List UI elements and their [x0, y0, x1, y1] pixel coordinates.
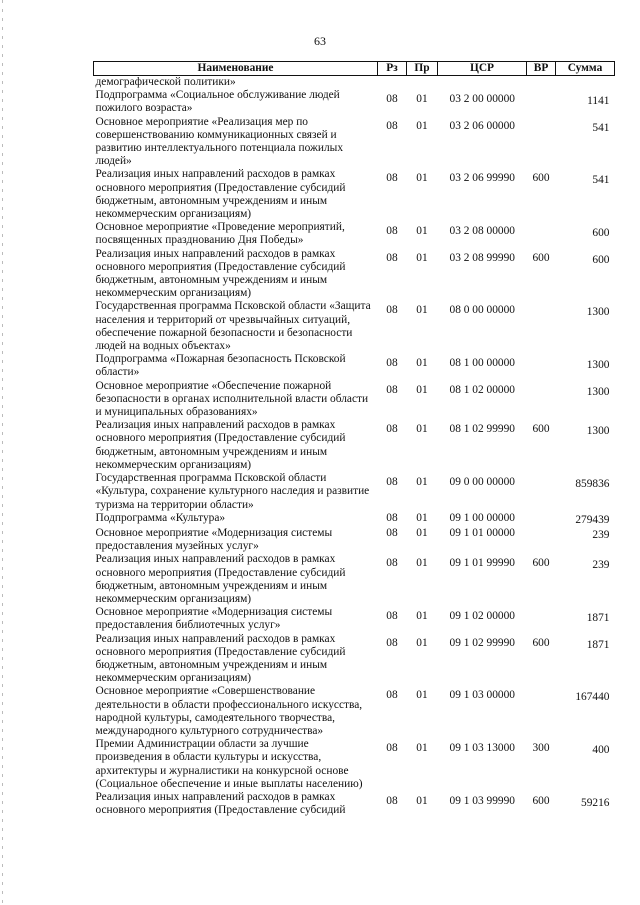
cell-rz: 08 — [386, 357, 398, 370]
cell-pr: 01 — [416, 557, 428, 570]
table-row — [94, 606, 615, 632]
table-row — [94, 791, 615, 817]
cell-name: Государственная программа Псковской области «Культура, сохранение культурного наследия и развитие туризма на территории области» — [95, 472, 370, 511]
cell-name: Государственная программа Псковской области «Защита населения и территорий от чрезвычайных ситуаций, обеспечение пожарной безопасности и безопасности людей на водных объектах» — [95, 300, 371, 353]
cell-csr: 09 1 01 00000 — [449, 526, 515, 539]
cell-vr: 600 — [532, 172, 550, 185]
cell-rz: 08 — [386, 511, 398, 524]
cell-vr: 600 — [532, 636, 550, 649]
cell-csr: 09 0 00 00000 — [449, 476, 515, 489]
cell-vr — [527, 89, 556, 115]
cell-name: Основное мероприятие «Совершенствование деятельности в области профессионального искусства, народной культуры, самодеятельного творчества, международного культурного сотрудничества» — [95, 685, 363, 737]
cell-csr: 03 2 00 00000 — [449, 93, 515, 106]
table-row — [94, 419, 615, 472]
cell-sum: 1871 — [586, 638, 610, 651]
cell-rz: 08 — [386, 742, 398, 755]
header-csr: ЦСР — [438, 62, 527, 76]
table-row — [94, 738, 615, 791]
cell-vr — [527, 606, 556, 632]
cell-name: Подпрограмма «Социальное обслуживание людей пожилого возраста» — [95, 89, 340, 115]
cell-pr: 01 — [416, 304, 428, 317]
cell-csr: 09 1 02 99990 — [449, 636, 515, 649]
cell-pr: 01 — [416, 383, 428, 396]
cell-rz: 08 — [386, 304, 398, 317]
table-row — [94, 76, 615, 90]
cell-sum: 1141 — [587, 95, 610, 108]
cell-csr: 08 1 02 99990 — [449, 423, 515, 436]
cell-rz: 08 — [386, 383, 398, 396]
cell-csr: 08 1 02 00000 — [449, 383, 515, 396]
cell-pr: 01 — [416, 225, 428, 238]
cell-pr — [407, 76, 438, 90]
cell-sum: 239 — [592, 528, 610, 541]
budget-table — [93, 61, 615, 817]
cell-name: Реализация иных направлений расходов в рамках основного мероприятия (Предоставление субсидий бюджетным, автономным учреждениям и иным некоммерческим организациям) — [95, 419, 346, 471]
header-name: Наименование — [94, 62, 378, 76]
table-row — [94, 116, 615, 169]
cell-rz: 08 — [386, 172, 398, 185]
cell-pr: 01 — [416, 526, 428, 539]
cell-sum: 59216 — [581, 796, 610, 809]
cell-rz: 08 — [386, 636, 398, 649]
table-row — [94, 300, 615, 353]
cell-pr: 01 — [416, 251, 428, 264]
cell-vr — [527, 380, 556, 420]
cell-csr: 03 2 06 99990 — [449, 172, 515, 185]
cell-rz: 08 — [386, 423, 398, 436]
cell-sum: 1300 — [586, 385, 610, 398]
table-row — [94, 527, 615, 553]
cell-rz: 08 — [386, 526, 398, 539]
table-row — [94, 633, 615, 686]
page-number: 63 — [314, 34, 326, 48]
cell-pr: 01 — [416, 93, 428, 106]
table-row — [94, 512, 615, 527]
table-row — [94, 685, 615, 738]
cell-pr: 01 — [416, 794, 428, 807]
cell-vr — [527, 116, 556, 169]
cell-csr: 09 1 00 00000 — [449, 511, 515, 524]
cell-csr: 08 1 00 00000 — [449, 357, 515, 370]
cell-pr: 01 — [416, 689, 428, 702]
cell-csr: 09 1 02 00000 — [449, 610, 515, 623]
header-pr: Пр — [407, 62, 438, 76]
table-row — [94, 553, 615, 606]
cell-csr: 03 2 08 99990 — [449, 251, 515, 264]
cell-name: Реализация иных направлений расходов в рамках основного мероприятия (Предоставление субсидий бюджетным, автономным учреждениям и иным некоммерческим организациям) — [95, 632, 346, 685]
cell-pr: 01 — [416, 119, 428, 132]
cell-csr: 08 0 00 00000 — [449, 304, 515, 317]
cell-rz: 08 — [386, 557, 398, 570]
cell-vr: 600 — [532, 423, 550, 436]
table-row — [94, 248, 615, 301]
table-row — [94, 380, 615, 420]
cell-sum: 167440 — [575, 691, 610, 704]
cell-pr: 01 — [416, 423, 428, 436]
table-row — [94, 221, 615, 247]
cell-name: Основное мероприятие «Проведение мероприятий, посвященных празднованию Дня Победы» — [95, 221, 345, 247]
cell-name: Реализация иных направлений расходов в рамках основного мероприятия (Предоставление субсидий бюджетным, автономным учреждениям и иным некоммерческим организациям) — [95, 168, 346, 221]
cell-sum: 400 — [592, 744, 610, 757]
cell-sum: 859836 — [575, 478, 610, 491]
cell-csr: 09 1 01 99990 — [449, 557, 515, 570]
cell-pr: 01 — [416, 742, 428, 755]
cell-rz: 08 — [386, 794, 398, 807]
cell-pr: 01 — [416, 636, 428, 649]
scan-edge-mark — [2, 0, 3, 905]
table-row — [94, 353, 615, 379]
cell-sum: 1871 — [586, 612, 610, 625]
cell-pr: 01 — [416, 610, 428, 623]
table-header-row — [94, 62, 615, 76]
cell-rz: 08 — [386, 225, 398, 238]
cell-sum: 600 — [592, 227, 610, 240]
cell-name: Реализация иных направлений расходов в рамках основного мероприятия (Предоставление субсидий бюджетным, автономным учреждениям и иным некоммерческим организациям) — [95, 247, 346, 300]
cell-name: Подпрограмма «Пожарная безопасность Псковской области» — [95, 353, 346, 379]
cell-rz: 08 — [386, 119, 398, 132]
cell-name: демографической политики» — [95, 76, 236, 88]
cell-name: Основное мероприятие «Модернизация системы предоставления музейных услуг» — [95, 526, 333, 553]
cell-pr: 01 — [416, 476, 428, 489]
cell-rz: 08 — [386, 251, 398, 264]
cell-vr — [527, 300, 556, 353]
cell-vr: 600 — [532, 557, 550, 570]
cell-rz: 08 — [386, 689, 398, 702]
cell-name: Реализация иных направлений расходов в рамках основного мероприятия (Предоставление субсидий — [95, 790, 346, 817]
cell-sum: 239 — [592, 559, 610, 572]
cell-csr: 03 2 06 00000 — [449, 119, 515, 132]
cell-csr: 09 1 03 13000 — [449, 742, 515, 755]
cell-pr: 01 — [416, 172, 428, 185]
cell-name: Подпрограмма «Культура» — [95, 511, 226, 524]
cell-rz — [378, 76, 407, 90]
cell-vr: 600 — [532, 251, 550, 264]
cell-name: Основное мероприятие «Реализация мер по совершенствованию коммуникационных связей и развитию интеллектуального потенциала пожилых людей» — [95, 115, 344, 168]
cell-name: Премии Администрации области за лучшие произведения в области культуры и искусства, архитектуры и журналистики на конкурсной основе (Социальное обеспечение и иные выплаты населению) — [95, 738, 363, 790]
header-sum: Сумма — [556, 62, 615, 76]
cell-vr — [527, 353, 556, 379]
cell-csr — [438, 76, 527, 90]
cell-pr: 01 — [416, 357, 428, 370]
cell-vr — [527, 685, 556, 738]
cell-sum: 1300 — [586, 425, 610, 438]
cell-rz: 08 — [386, 610, 398, 623]
table-row — [94, 472, 615, 512]
cell-name: Реализация иных направлений расходов в рамках основного мероприятия (Предоставление субсидий бюджетным, автономным учреждениям и иным некоммерческим организациям) — [95, 553, 346, 605]
cell-sum: 600 — [592, 253, 610, 266]
cell-vr — [527, 512, 556, 527]
cell-vr: 300 — [532, 742, 550, 755]
table-row — [94, 168, 615, 221]
cell-csr: 09 1 03 00000 — [449, 689, 515, 702]
cell-vr — [527, 472, 556, 512]
header-rz: Рз — [378, 62, 407, 76]
cell-vr: 600 — [532, 794, 550, 807]
cell-pr: 01 — [416, 511, 428, 524]
cell-vr — [527, 76, 556, 90]
cell-sum — [556, 76, 615, 90]
header-vr: ВР — [527, 62, 556, 76]
cell-csr: 03 2 08 00000 — [449, 225, 515, 238]
cell-name: Основное мероприятие «Обеспечение пожарной безопасности в органах исполнительной власти области и муниципальных образованиях» — [95, 379, 369, 419]
cell-sum: 279439 — [575, 513, 610, 526]
cell-sum: 1300 — [586, 306, 610, 319]
cell-rz: 08 — [386, 93, 398, 106]
cell-name: Основное мероприятие «Модернизация системы предоставления библиотечных услуг» — [95, 606, 333, 632]
cell-sum: 541 — [592, 174, 610, 187]
cell-sum: 1300 — [586, 359, 610, 372]
cell-rz: 08 — [386, 476, 398, 489]
table-row — [94, 89, 615, 115]
cell-vr — [527, 527, 556, 553]
cell-vr — [527, 221, 556, 247]
cell-sum: 541 — [592, 121, 610, 134]
cell-csr: 09 1 03 99990 — [449, 794, 515, 807]
